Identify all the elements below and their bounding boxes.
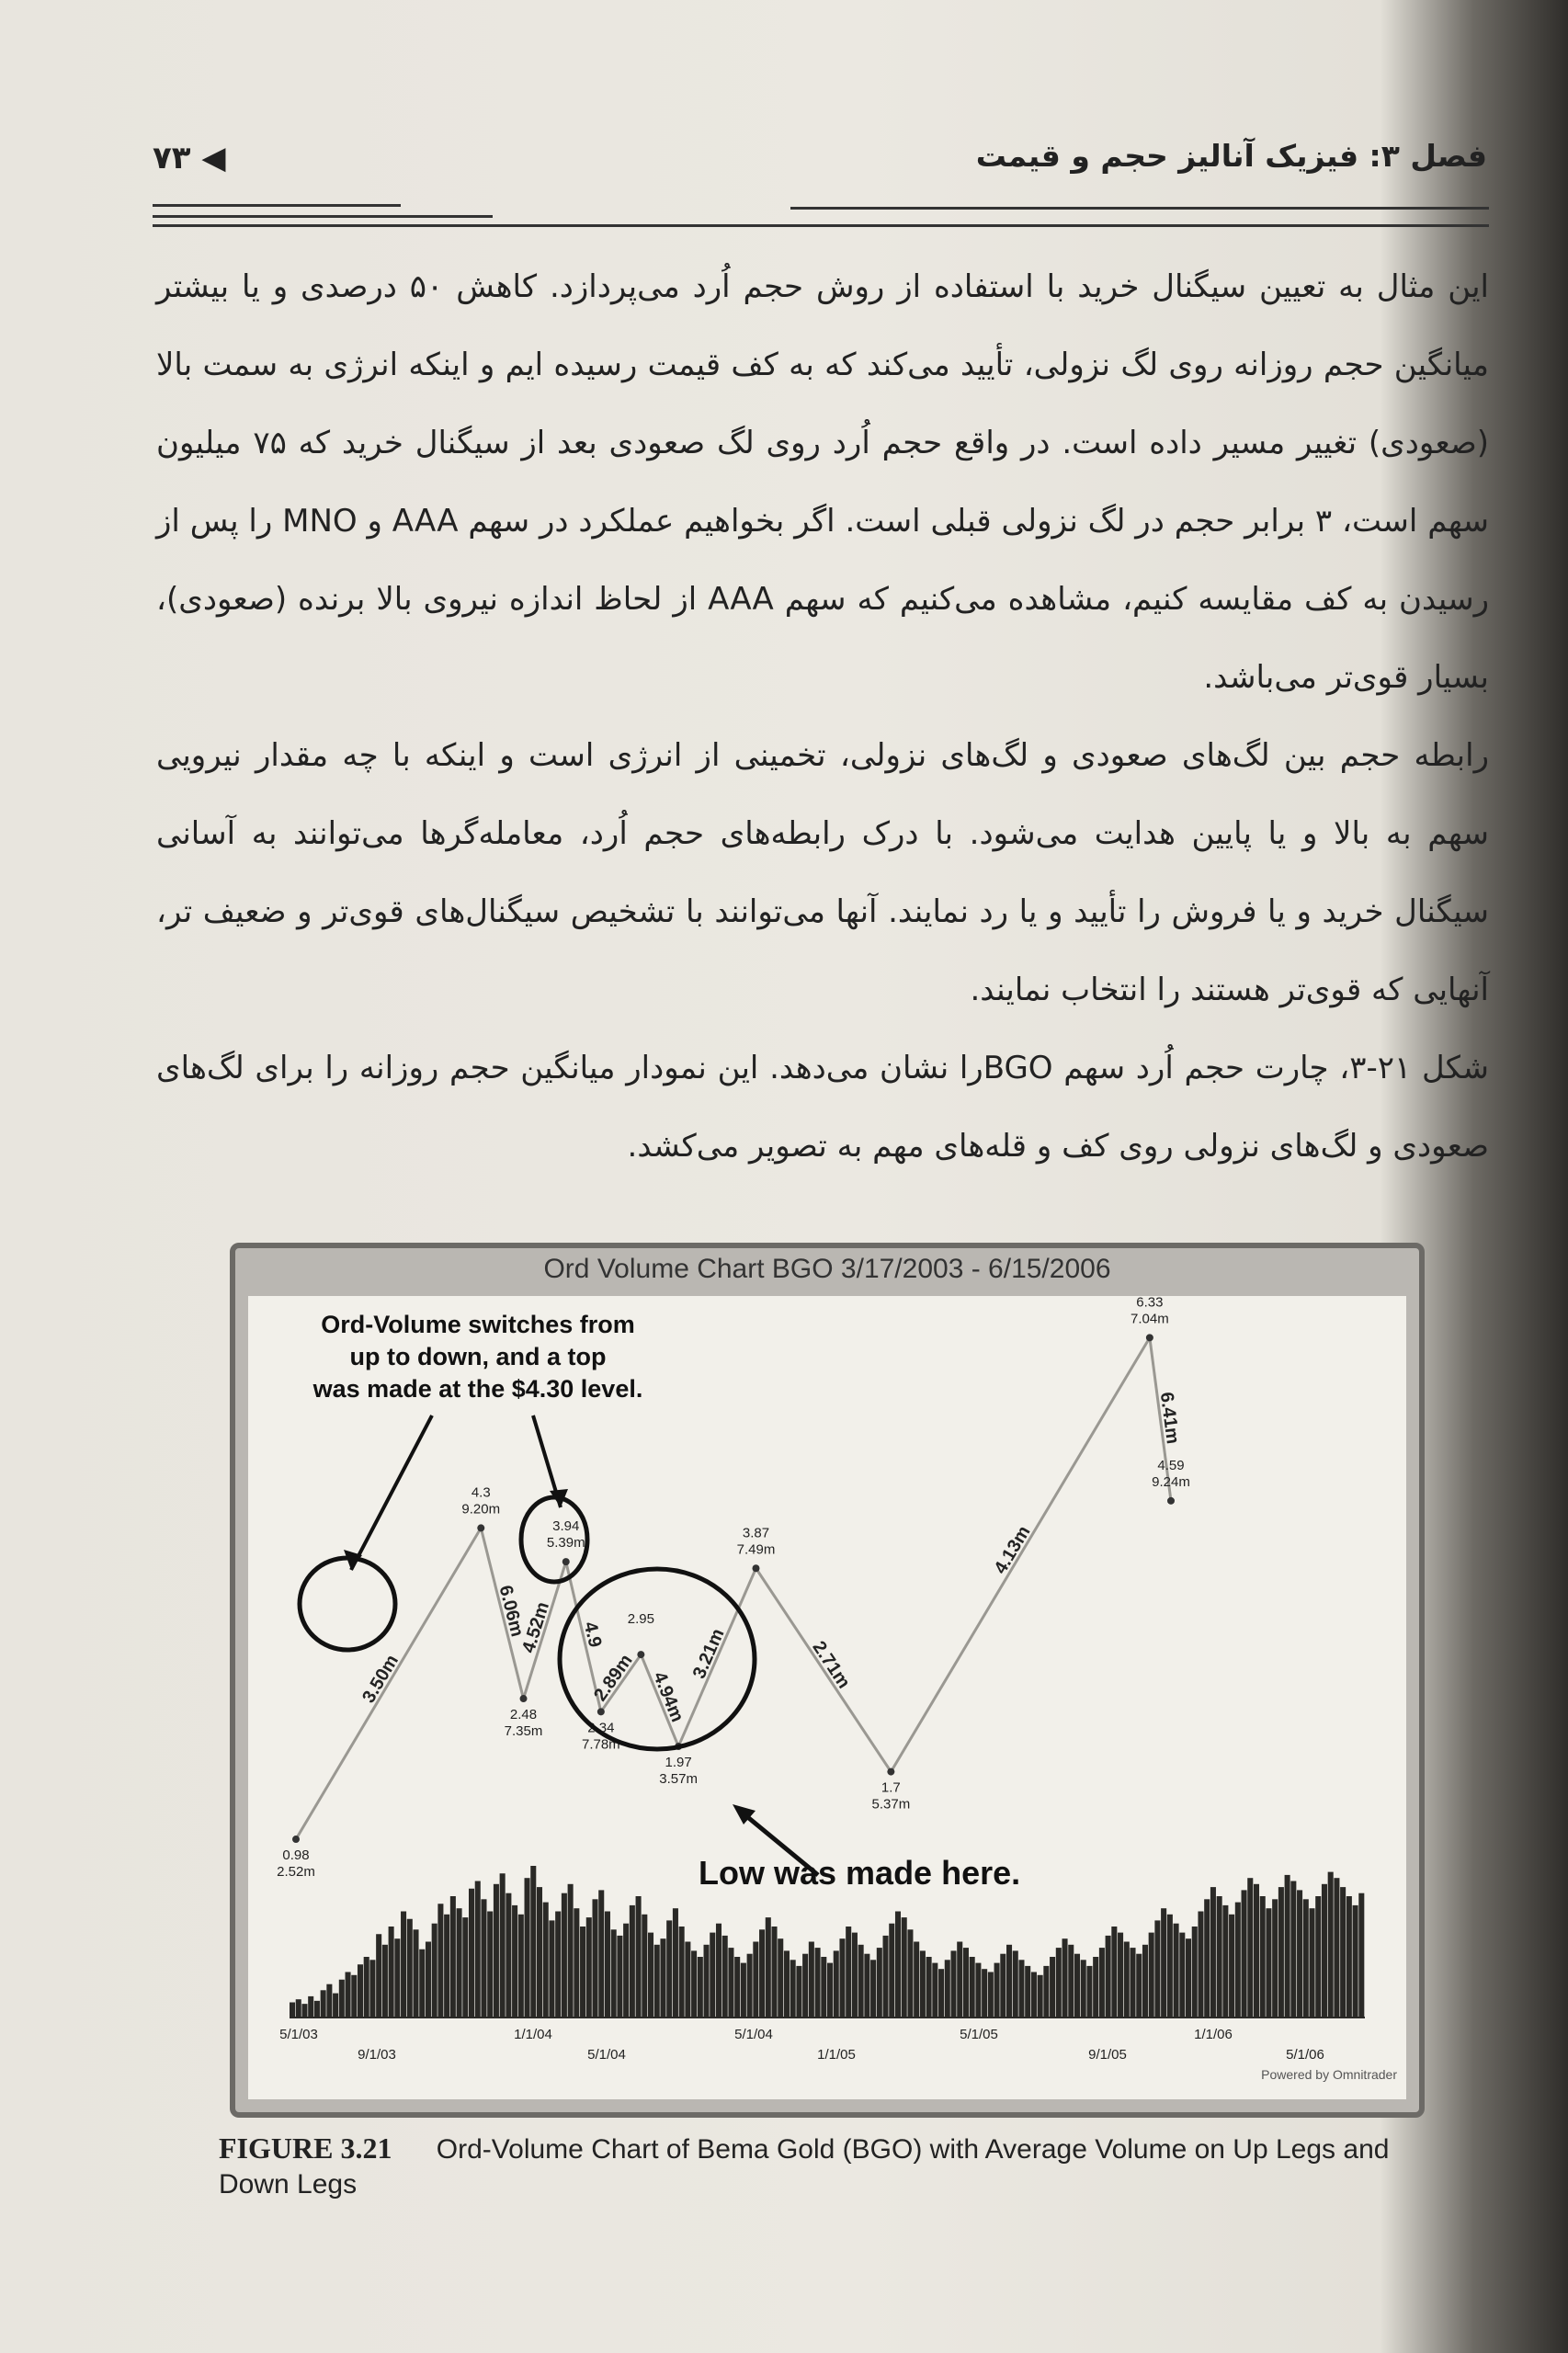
annotation-top-line-1: Ord-Volume switches from — [321, 1311, 635, 1338]
volume-bar — [741, 1963, 746, 2018]
volume-bar — [852, 1933, 858, 2018]
volume-bar — [938, 1969, 944, 2018]
volume-bar — [846, 1927, 851, 2018]
pivot-volume-label: 2.52m — [277, 1864, 315, 1881]
volume-bar — [586, 1917, 592, 2018]
pivot-volume-label: 7.35m — [504, 1723, 543, 1740]
x-tick-label: 9/1/03 — [358, 2047, 396, 2063]
volume-bar — [1260, 1896, 1266, 2018]
pivot-price-label: 1.7 — [881, 1779, 901, 1796]
volume-bar — [389, 1927, 394, 2018]
volume-bar — [920, 1950, 926, 2018]
volume-bar — [988, 1972, 994, 2018]
volume-bar — [1081, 1960, 1086, 2018]
volume-bar — [827, 1963, 833, 2018]
pivot-price-label: 0.98 — [282, 1847, 310, 1864]
leg-volume-label: 2.89m — [590, 1650, 637, 1706]
pivot-price-label: 2.48 — [509, 1707, 538, 1723]
volume-bar — [1056, 1948, 1062, 2018]
volume-bar — [1328, 1872, 1334, 2018]
volume-bar — [1038, 1975, 1043, 2018]
volume-bar — [562, 1893, 567, 2018]
volume-bar — [698, 1957, 703, 2018]
volume-bar — [1006, 1945, 1012, 2018]
x-axis-ticks — [279, 2027, 1324, 2063]
pivot-price-label: 2.95 — [627, 1611, 654, 1628]
pivot-price-label: 3.87 — [742, 1525, 770, 1541]
header-rule-left-2 — [153, 215, 493, 218]
volume-bar — [1000, 1954, 1006, 2018]
volume-bar — [839, 1938, 845, 2018]
volume-bar — [1013, 1950, 1018, 2018]
volume-bar — [419, 1949, 425, 2018]
volume-bar — [481, 1899, 486, 2018]
volume-bar — [450, 1896, 456, 2018]
pivot-point — [597, 1708, 605, 1715]
volume-bar — [598, 1890, 604, 2018]
volume-bar — [1247, 1878, 1253, 2018]
volume-bar — [926, 1957, 932, 2018]
volume-bar — [1353, 1905, 1358, 2018]
volume-bar — [394, 1938, 400, 2018]
volume-bar — [1093, 1957, 1098, 2018]
volume-bar — [543, 1903, 549, 2018]
volume-bar — [407, 1919, 413, 2018]
pivot-point — [477, 1524, 484, 1531]
volume-bar — [1050, 1957, 1055, 2018]
volume-bar — [1018, 1960, 1024, 2018]
volume-bar — [907, 1929, 913, 2018]
volume-bar — [358, 1964, 363, 2018]
volume-bar — [722, 1936, 728, 2018]
volume-bar — [321, 1990, 326, 2018]
x-tick-label: 9/1/05 — [1088, 2047, 1127, 2063]
header-rule-left — [153, 204, 401, 207]
leg-volume-label: 2.71m — [808, 1637, 855, 1693]
x-tick-label: 1/1/05 — [817, 2047, 856, 2063]
volume-bar — [766, 1917, 771, 2018]
volume-bar — [1322, 1884, 1327, 2018]
volume-bar — [339, 1980, 345, 2018]
x-tick-label: 1/1/04 — [514, 2027, 552, 2042]
volume-bar — [382, 1945, 388, 2018]
volume-bar — [630, 1905, 635, 2018]
volume-bar — [636, 1896, 642, 2018]
leg-volume-label: 3.21m — [688, 1625, 729, 1682]
chart-area — [248, 1296, 1406, 2099]
pivot-point — [1167, 1497, 1175, 1505]
volume-bar — [494, 1884, 499, 2018]
volume-bar — [864, 1954, 869, 2018]
volume-bar — [1192, 1927, 1198, 2018]
volume-bar — [778, 1938, 783, 2018]
figure-caption — [219, 2131, 1432, 2202]
pivot-volume-label: 9.24m — [1152, 1473, 1190, 1490]
volume-bar — [1124, 1942, 1130, 2018]
volume-bar — [1031, 1972, 1037, 2018]
volume-bar — [290, 2003, 295, 2018]
volume-bar — [747, 1954, 753, 2018]
x-tick-label: 5/1/06 — [1286, 2047, 1324, 2063]
volume-bar — [1242, 1890, 1247, 2018]
volume-bar — [834, 1950, 839, 2018]
volume-bar — [666, 1920, 672, 2018]
volume-bar — [815, 1948, 821, 2018]
pivot-point — [292, 1836, 300, 1843]
volume-bar — [914, 1942, 919, 2018]
volume-bar — [1222, 1905, 1228, 2018]
volume-bar — [487, 1912, 493, 2018]
volume-bar — [895, 1912, 901, 2018]
volume-bar — [592, 1899, 597, 2018]
paragraph: این مثال به تعیین سیگنال خرید با استفاده از روش حجم اُرد می‌پردازد. کاهش ۵۰ درصدی و یا بیشتر میانگین حجم روزانه روی لگ نزولی، تأیید می‌کند که به کف قیمت رسیده ایم و اینکه انرژی به سمت بالا (صعودی) تغییر مسیر داده است. در واقع حجم اُرد روی لگ صعودی بعد از سیگنال خرید که ۷۵ میلیون سهم است، ۳ برابر حجم در لگ نزولی قبلی است. اگر بخواهیم عملکرد در سهم AAA و MNO را پس از رسیدن به کف مقایسه کنیم، مشاهده می‌کنیم که سهم AAA از لحاظ اندازه نیروی بالا برنده (صعودی)، بسیار قوی‌تر می‌باشد. — [156, 268, 1490, 696]
leg-volume-label: 3.50m — [358, 1651, 403, 1707]
chart-credit: Powered by Omnitrader — [1261, 2067, 1397, 2082]
volume-bar — [369, 1960, 375, 2018]
volume-bar — [1062, 1938, 1068, 2018]
volume-bar — [1309, 1908, 1314, 2018]
volume-bar — [970, 1957, 975, 2018]
volume-bar — [457, 1908, 462, 2018]
volume-bar — [648, 1933, 653, 2018]
chart-title: Ord Volume Chart BGO 3/17/2003 - 6/15/2006 — [543, 1254, 1111, 1284]
volume-bar — [623, 1924, 629, 2018]
x-tick-label: 5/1/04 — [734, 2027, 773, 2042]
volume-bar — [982, 1969, 987, 2018]
volume-bar — [1111, 1927, 1117, 2018]
pivot-price-label: 1.97 — [665, 1755, 692, 1771]
pivot-point — [887, 1768, 894, 1776]
volume-bar — [1210, 1887, 1216, 2018]
volume-bar — [1136, 1954, 1142, 2018]
pivot-price-label: 3.94 — [552, 1518, 580, 1535]
pivot-point — [752, 1564, 759, 1572]
volume-bar — [580, 1927, 585, 2018]
volume-bar — [1217, 1896, 1222, 2018]
volume-bar — [525, 1878, 530, 2018]
leg-volume-label: 6.06m — [494, 1583, 528, 1639]
volume-bar — [1272, 1899, 1278, 2018]
volume-bar — [704, 1945, 710, 2018]
header-rule-right — [790, 207, 1489, 210]
volume-bar — [1174, 1924, 1179, 2018]
header-rule-double — [153, 224, 1489, 227]
volume-bar — [1346, 1896, 1352, 2018]
volume-bar — [1278, 1887, 1284, 2018]
volume-bar — [1130, 1948, 1135, 2018]
ord-volume-chart — [248, 1296, 1406, 2086]
volume-bar — [950, 1950, 956, 2018]
volume-bar — [790, 1960, 796, 2018]
volume-bar — [308, 1996, 313, 2018]
leg-volume-label: 6.41m — [1155, 1391, 1183, 1446]
pivot-point — [1146, 1334, 1153, 1341]
volume-bar — [691, 1950, 697, 2018]
volume-bar — [932, 1963, 937, 2018]
pivot-volume-label: 7.49m — [736, 1541, 776, 1558]
pivot-price-label: 2.34 — [587, 1720, 615, 1736]
volume-bar — [1099, 1948, 1105, 2018]
volume-bar — [605, 1912, 610, 2018]
x-tick-label: 5/1/05 — [960, 2027, 998, 2042]
volume-bar — [568, 1884, 574, 2018]
volume-bar — [1161, 1908, 1166, 2018]
volume-bar — [1106, 1936, 1111, 2018]
volume-bar — [945, 1960, 950, 2018]
leg-volume-label: 4.52m — [518, 1599, 554, 1655]
figure-number: FIGURE 3.21 — [219, 2131, 392, 2165]
volume-bar — [679, 1927, 685, 2018]
body-text — [156, 248, 1489, 1186]
volume-bar — [1043, 1966, 1049, 2018]
pivot-volume-label: 5.37m — [871, 1796, 911, 1813]
volume-bar — [301, 2004, 307, 2018]
caption-text: Ord-Volume Chart of Bema Gold (BGO) with Average Volume on Up Legs and Down Legs — [219, 2134, 1390, 2200]
volume-bar — [326, 1984, 332, 2018]
volume-bar — [858, 1945, 864, 2018]
volume-bar — [469, 1889, 474, 2018]
volume-bar — [512, 1905, 517, 2018]
volume-bar — [1334, 1878, 1339, 2018]
pivot-volume-label: 5.39m — [546, 1535, 585, 1552]
volume-bar — [426, 1942, 431, 2018]
volume-bar — [809, 1942, 814, 2018]
volume-bar — [994, 1963, 1000, 2018]
volume-bar — [1086, 1966, 1092, 2018]
volume-bar — [673, 1908, 678, 2018]
volume-bar — [1074, 1954, 1080, 2018]
price-legs — [296, 1337, 1171, 1839]
volume-bar — [716, 1924, 722, 2018]
volume-bar — [530, 1866, 536, 2018]
chapter-title: فصل ۳: فیزیک آنالیز حجم و قیمت — [975, 138, 1487, 174]
x-tick-label: 5/1/04 — [587, 2047, 626, 2063]
volume-bar — [771, 1927, 777, 2018]
volume-bar — [1068, 1945, 1074, 2018]
volume-bar — [1179, 1933, 1185, 2018]
volume-bar — [870, 1960, 876, 2018]
volume-bar — [1198, 1912, 1203, 2018]
volume-bar — [1142, 1945, 1148, 2018]
volume-bar — [444, 1915, 449, 2018]
volume-bar — [1154, 1920, 1160, 2018]
highlight-circle — [300, 1558, 395, 1650]
pivot-volume-label: 7.04m — [1131, 1311, 1169, 1327]
volume-bar — [1149, 1933, 1154, 2018]
volume-bar — [462, 1917, 468, 2018]
pivot-price-label: 4.3 — [471, 1484, 491, 1501]
annotation-top-line-2: up to down, and a top — [349, 1343, 607, 1370]
volume-bar — [1290, 1881, 1296, 2018]
volume-bar — [555, 1912, 561, 2018]
leg-volume-label: 4.94m — [649, 1668, 687, 1725]
pivot-volume-label: 7.78m — [581, 1736, 620, 1753]
volume-bar — [1285, 1875, 1290, 2018]
pivot-volume-label: 9.20m — [461, 1501, 501, 1518]
volume-bar — [1235, 1903, 1241, 2018]
volume-bar — [889, 1924, 894, 2018]
volume-bar — [1358, 1893, 1364, 2018]
volume-bar — [802, 1954, 808, 2018]
volume-bar — [796, 1966, 801, 2018]
volume-bar — [1025, 1966, 1030, 2018]
volume-bar — [617, 1936, 622, 2018]
volume-bar — [437, 1904, 443, 2018]
pivot-price-label: 6.33 — [1136, 1296, 1164, 1311]
volume-bar — [432, 1924, 437, 2018]
volume-bar — [728, 1948, 733, 2018]
annotation-top-line-3: was made at the $4.30 level. — [312, 1375, 643, 1403]
volume-bar — [1303, 1899, 1309, 2018]
volume-bar — [821, 1957, 826, 2018]
volume-bar — [401, 1912, 406, 2018]
volume-bar — [611, 1929, 617, 2018]
volume-bar — [784, 1950, 790, 2018]
page-number: ۷۳ ◀ — [153, 140, 226, 176]
volume-bar — [883, 1936, 889, 2018]
volume-bar — [1340, 1887, 1346, 2018]
leg-volume-label: 4.9 — [579, 1620, 606, 1650]
figure-frame — [230, 1243, 1425, 2118]
pivot-point — [637, 1651, 644, 1658]
volume-bar — [296, 1999, 301, 2018]
volume-bar — [1204, 1899, 1210, 2018]
volume-bar — [413, 1929, 418, 2018]
volume-bar — [574, 1908, 579, 2018]
volume-bar — [1118, 1933, 1123, 2018]
volume-bar — [475, 1881, 481, 2018]
pivot-point — [520, 1695, 528, 1702]
volume-bar — [549, 1920, 554, 2018]
annotation-arrow — [351, 1415, 432, 1570]
annotation-low: Low was made here. — [699, 1854, 1021, 1892]
volume-bar — [753, 1942, 758, 2018]
volume-bar — [1266, 1908, 1271, 2018]
volume-bar — [1297, 1890, 1302, 2018]
volume-bar — [734, 1957, 740, 2018]
volume-bar — [333, 1994, 338, 2018]
volume-bar — [376, 1934, 381, 2018]
paragraph: شکل ۲۱-۳، چارت حجم اُرد سهم BGOرا نشان می‌دهد. این نمودار میانگین حجم روزانه را برای لگ‌های صعودی و لگ‌های نزولی روی کف و قله‌های مهم به تصویر می‌کشد. — [156, 1050, 1490, 1165]
volume-bar — [351, 1975, 357, 2018]
paragraph: رابطه حجم بین لگ‌های صعودی و لگ‌های نزولی، تخمینی از انرژی است و اینکه با چه مقدار نیرویی سهم به بالا و یا پایین هدایت می‌شود. با درک رابطه‌های حجم اُرد، معامله‌گرها می‌توانند به آسانی سیگنال خرید و یا فروش را تأیید و یا رد نمایند. آنها می‌توانند با تشخیص سیگنال‌های قوی‌تر و ضعیف تر، آنهایی که قوی‌تر هستند را انتخاب نمایند. — [156, 737, 1489, 1008]
volume-bar — [877, 1948, 882, 2018]
volume-bar — [654, 1945, 660, 2018]
volume-bar — [957, 1942, 962, 2018]
volume-bar — [1229, 1915, 1234, 2018]
volume-bar — [642, 1915, 647, 2018]
volume-bar — [1315, 1896, 1321, 2018]
x-tick-label: 5/1/03 — [279, 2027, 318, 2042]
volume-bar — [346, 1972, 351, 2018]
x-tick-label: 1/1/06 — [1194, 2027, 1233, 2042]
volume-bar — [975, 1963, 981, 2018]
volume-bar — [518, 1915, 524, 2018]
volume-bar — [314, 2001, 320, 2018]
volume-bar — [1167, 1915, 1173, 2018]
volume-bar — [1254, 1884, 1259, 2018]
leg-volume-label: 4.13m — [990, 1522, 1035, 1578]
volume-bar — [537, 1887, 542, 2018]
leg-volume-labels — [358, 1391, 1183, 1724]
pivot-point — [562, 1558, 570, 1565]
volume-bar — [902, 1917, 907, 2018]
volume-bar — [364, 1957, 369, 2018]
volume-bar — [506, 1893, 511, 2018]
pivot-volume-label: 3.57m — [659, 1771, 699, 1788]
volume-bar — [685, 1942, 690, 2018]
volume-bar — [963, 1948, 969, 2018]
volume-bar — [1186, 1938, 1191, 2018]
volume-bar — [759, 1929, 765, 2018]
volume-bar — [660, 1938, 665, 2018]
volume-bar — [500, 1873, 506, 2018]
pivot-price-label: 4.59 — [1157, 1457, 1185, 1473]
volume-bar — [710, 1933, 715, 2018]
